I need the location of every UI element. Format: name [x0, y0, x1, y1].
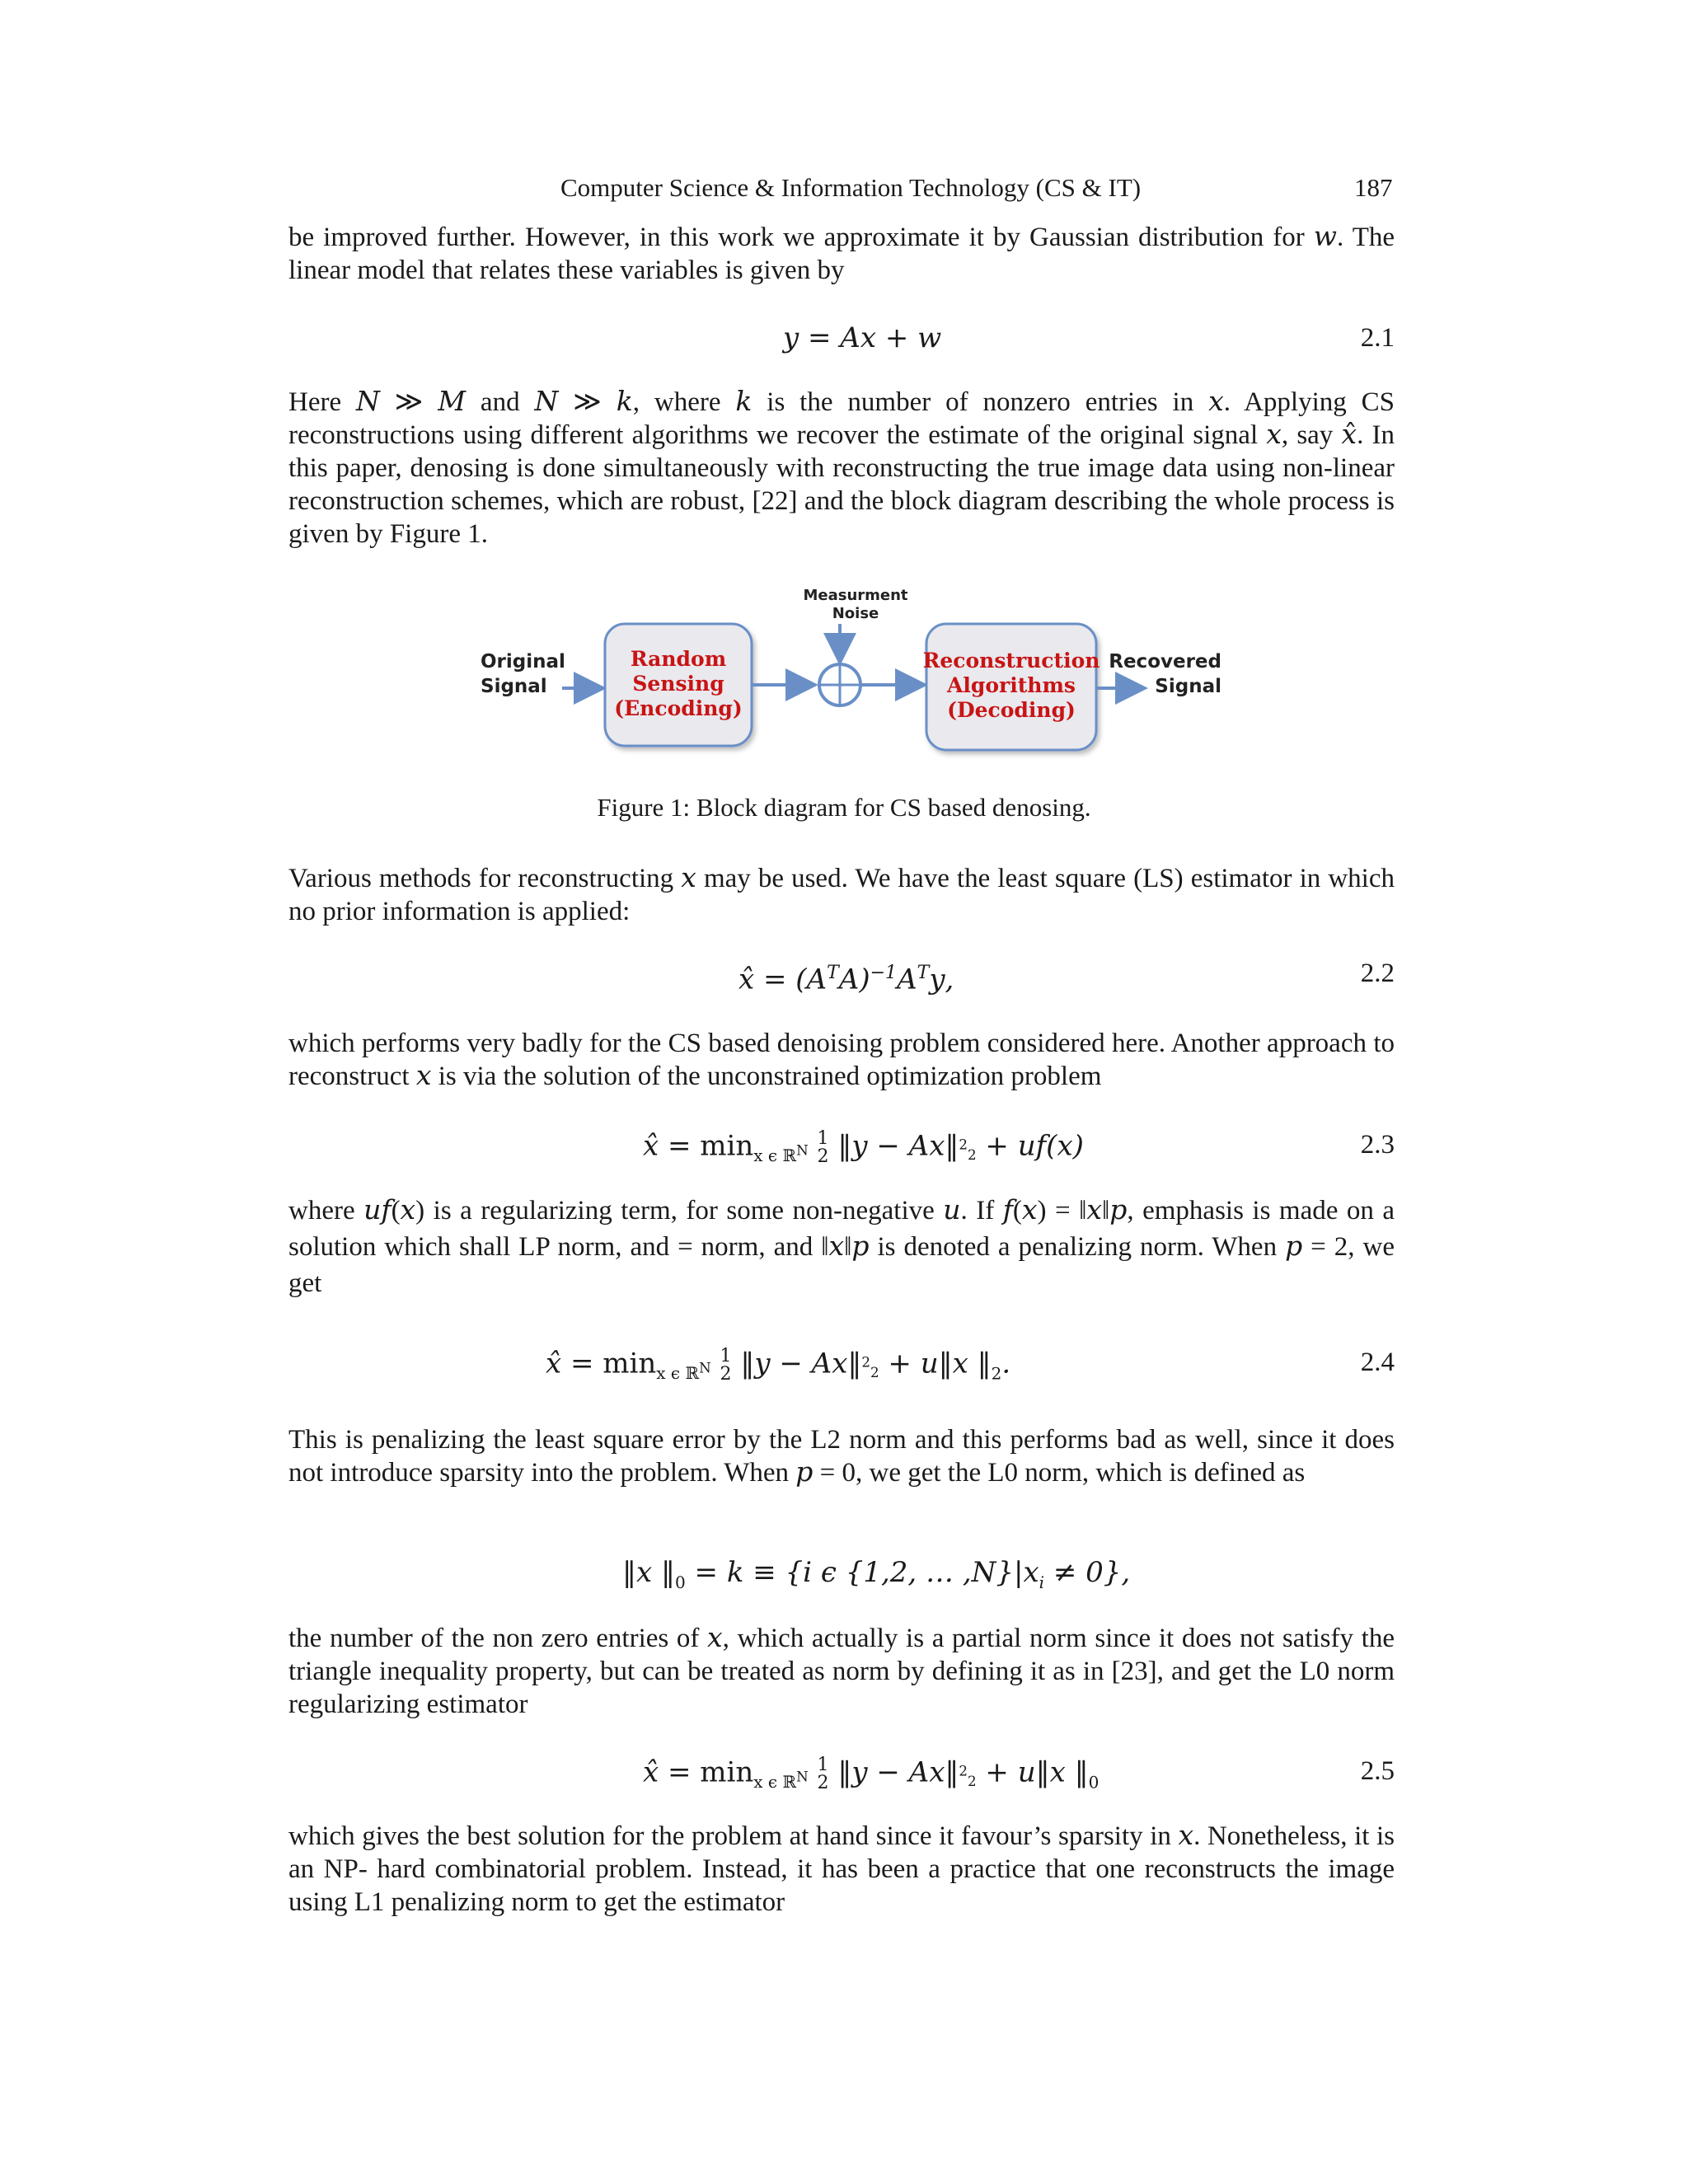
block2-label-2: Algorithms — [947, 673, 1076, 697]
noise-label: Measurment — [803, 587, 908, 604]
input-label: Original — [481, 651, 565, 673]
figure-caption: Figure 1: Block diagram for CS based denosing. — [597, 793, 1091, 822]
paragraph-2: Here 𝑁 ≫ 𝑀 and 𝑁 ≫ 𝑘, where 𝑘 is the number of nonzero entries in 𝑥. Applying CS reconstructions using different algorithms we recover the estimate of the original signal 𝑥, say 𝑥̂. In this paper, denosing is done simultaneously with reconstructing the true image data using non-linear reconstruction schemes, which are robust, [22] and the block diagram describing the whole process is given by Figure 1. — [288, 387, 1395, 549]
paragraph-8: which gives the best solution for the problem at hand since it favour’s sparsity in 𝑥. Nonetheless, it is an NP- hard combinatorial problem. Instead, it has been a practice that one reconstructs the image using L1 penalizing norm to get the estimator — [288, 1821, 1395, 1917]
paragraph-3: Various methods for reconstructing 𝑥 may be used. We have the least square (LS) estimator in which no prior information is applied: — [288, 864, 1395, 926]
input-label-line2: Signal — [481, 676, 547, 697]
paragraph-4: which performs very badly for the CS based denoising problem considered here. Another approach to reconstruct 𝑥 is via the solution of the unconstrained optimization problem — [288, 1029, 1395, 1091]
block2-label-3: (Decoding) — [947, 698, 1076, 722]
block2-label-1: Reconstruction — [922, 649, 1100, 673]
page-number: 187 — [1354, 173, 1393, 202]
paragraph-6: This is penalizing the least square error by the L2 norm and this performs bad as well, since it does not introduce sparsity into the problem. When 𝑝 = 0, we get the L0 norm, which is defined as — [288, 1425, 1395, 1488]
block1-label-1: Random — [630, 647, 727, 671]
equation-number: 2.5 — [1360, 1756, 1395, 1786]
output-label: Recovered — [1109, 651, 1221, 673]
equation-2-2 — [288, 953, 1395, 994]
running-title: Computer Science & Information Technology (CS & IT) — [560, 173, 1142, 202]
equation-expression: 𝑥̂ = $\min_{x \epsilon ℝ^N} 1$ 2 ‖𝑦 − 𝐴𝑥‖$^2_2$ + 𝑢𝑓(𝑥) — [643, 1127, 1084, 1167]
noise-label-line2: Noise — [832, 605, 879, 622]
paragraph-1: be improved further. However, in this work we approximate it by Gaussian distribution for 𝑤. The linear model that relates these variables is given by — [288, 223, 1395, 285]
equation-expression: 𝑥̂ = (𝐴$^𝑇$𝐴)$^{-1}$𝐴$^𝑇$𝑦, — [738, 963, 954, 996]
equation-2-4 — [288, 1342, 1395, 1383]
paragraph-7: the number of the non zero entries of 𝑥, which actually is a partial norm since it does not satisfy the triangle inequality property, but can be treated as norm by defining it as in [23], and get the L0 norm regularizing estimator — [288, 1624, 1395, 1719]
paragraph-5: where 𝑢𝑓(𝑥) is a regularizing term, for some non-negative 𝑢. If 𝑓(𝑥) = ‖𝑥‖𝑝, emphasis is made on a solution which shall LP norm, and = norm, and ‖𝑥‖𝑝 is denoted a penalizing norm. When 𝑝 = 2, we get — [288, 1196, 1395, 1298]
equation-number: 2.4 — [1360, 1347, 1395, 1377]
equation-expression: 𝑥̂ = $\min_{x \epsilon ℝ^N} 1$ 2 ‖𝑦 − 𝐴𝑥‖$^2_2$ + 𝑢‖𝑥 $‖_0$ — [643, 1754, 1100, 1793]
equation-expression: ‖𝑥 $‖_0$ = 𝑘 ≡ {𝑖 ϵ {1,2, … ,𝑁}|𝑥$_𝑖$ ≠ 0}, — [622, 1556, 1131, 1592]
equation-expression: 𝑦 = 𝐴𝑥 + 𝑤 — [783, 321, 942, 354]
equation-number: 2.3 — [1360, 1130, 1395, 1160]
equation-2-5 — [288, 1750, 1395, 1792]
block1-label-2: Sensing — [632, 672, 724, 696]
equation-number: 2.2 — [1360, 958, 1395, 988]
equation-2-1 — [288, 317, 1395, 359]
equation-2-3 — [288, 1124, 1395, 1165]
equation-l0-definition — [288, 1552, 1395, 1593]
equation-expression: 𝑥̂ = $\min_{x \epsilon ℝ^N} 1$ 2 ‖𝑦 − 𝐴𝑥‖$^2_2$ + 𝑢‖𝑥 $‖_2$. — [546, 1345, 1011, 1385]
output-label-line2: Signal — [1155, 676, 1221, 697]
equation-number: 2.1 — [1360, 323, 1395, 353]
block1-label-3: (Encoding) — [614, 696, 743, 720]
